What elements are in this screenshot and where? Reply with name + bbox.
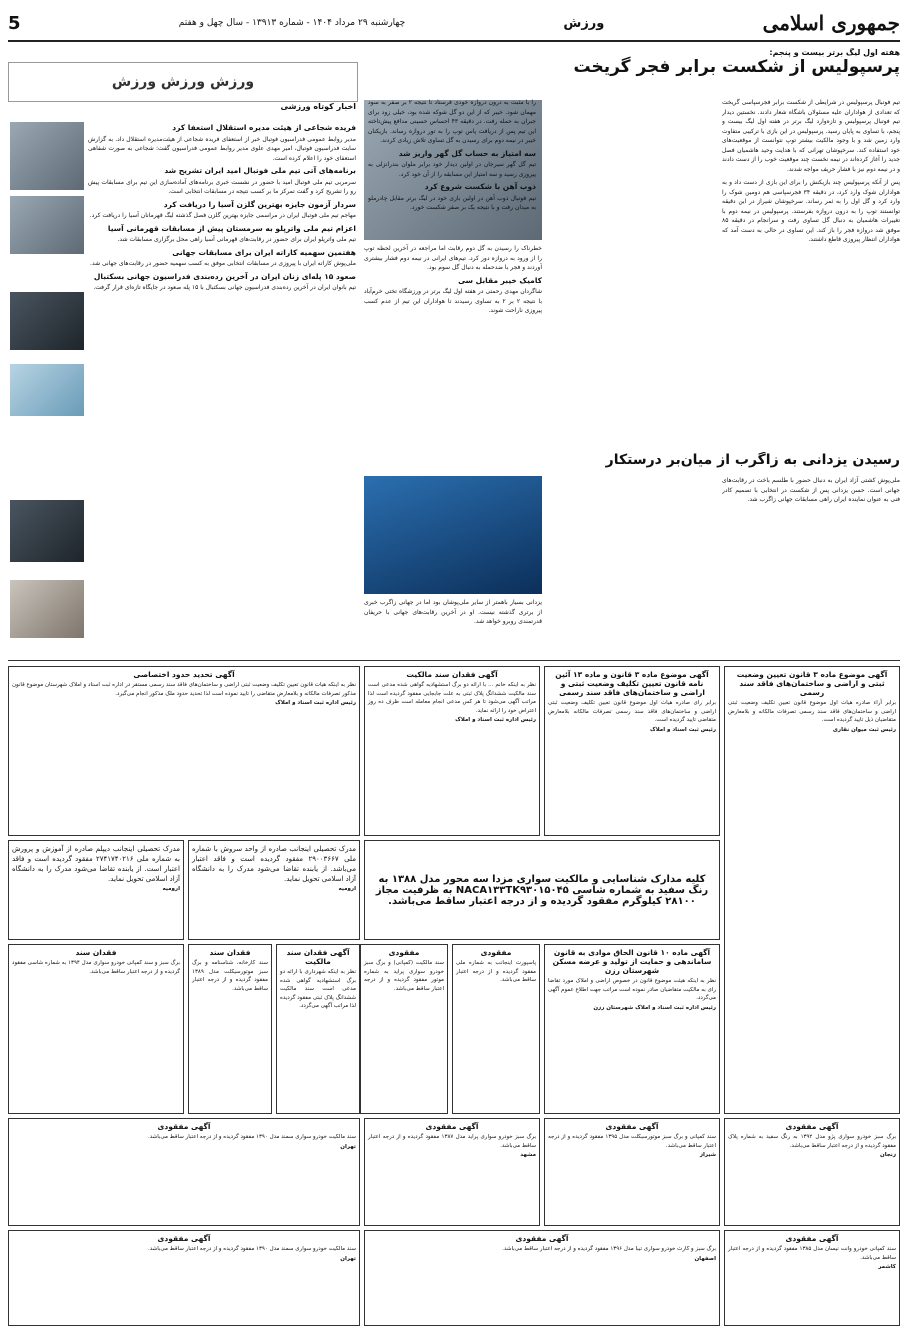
main-column-3: خطرناک را رسیدن به گل دوم رقابت اما مراجعه در آخرین لحظه توپ را از ورود به دروازه دور کرد. تیم‌های ایرانی در نیمه دوم فشار بیشتری آوردند و فجر با ضدحمله به دنبال گل سوم بود. کامیک خیبر مقابل سی شاگردان مهدی رحمتی در هفته اول لیگ برتر در ورزشگاه تختی خرم‌آباد با نتیجه ۲ بر ۲ به تساوی رسیدند تا هواداران این تیم از عدم کسب پیروزی ناراحت شوند. [364, 245, 542, 314]
portrait-photo [10, 122, 84, 190]
waterpolo-photo [10, 364, 84, 416]
sub-heading: سه امتیاز به حساب گل گهر واریز شد [398, 148, 536, 158]
ad-box: آگهی فقدان سند مالکیت نظر به اینکه خانم ... با ارائه دو برگ استشهادیه گواهی شده مدعی است سند مالکیت ششدانگ پلاک ثبتی به علت جابجایی مفقود گردیده است لذا مراتب آگهی می‌شود تا هر کس مدعی انجام معامله است ظرف ده روز اعتراض خود را ارائه نماید. رئیس اداره ثبت اسناد و املاک [364, 666, 540, 836]
ad-box: مدرک تحصیلی اینجانب صادره از واحد سروش با شماره ملی ۲۹۰۰۳۶۶۷ مفقود گردیده است و فاقد اعتبار می‌باشد. از یابنده تقاضا می‌شود مدرک را به دانشگاه آزاد اسلامی تحویل نماید. ارومیه [188, 840, 360, 940]
ad-box: مدرک تحصیلی اینجانب دیپلم صادره از آموزش و پرورش به شماره ملی ۲۷۴۱۷۴۰۲۱۶ مفقود گردیده است و فاقد اعتبار است. از یابنده تقاضا می‌شود مدرک را به دانشگاه آزاد اسلامی تحویل نماید. ارومیه [8, 840, 184, 940]
ad-box: آگهی مفقودی برگ سبز و کارت خودرو سواری تیبا مدل ۱۳۹۶ مفقود گردیده و از درجه اعتبار ساقط می‌باشد. اصفهان [364, 1230, 720, 1326]
section-divider [8, 660, 900, 661]
news-list: فریده شجاعی از هیئت مدیره استقلال استعفا کرد مدیر روابط عمومی فدراسیون فوتبال خبر از استعفای فریده شجاعی از هیئت‌مدیره استقلال داد. به گزارش سایت فدراسیون فوتبال، امیر مهدی علوی مدیر روابط عمومی فدراسیون گفت: شجاعی به صورت شفاهی استعفای خود را اعلام کرده است. برنامه‌های آتی تیم ملی فوتبال امید ایران تشریح شد سرمربی تیم ملی فوتبال امید با حضور در نشست خبری برنامه‌های آماده‌سازی این تیم برای مسابقات پیش رو را تشریح کرد و گفت تمرکز ما بر کسب نتیجه در مسابقات انتخابی است. سردار آزمون جایزه بهترین گلزن آسیا را دریافت کرد مهاجم تیم ملی فوتبال ایران در مراسمی جایزه بهترین گلزن فصل گذشته لیگ قهرمانان آسیا را دریافت کرد. اعزام تیم ملی واترپلو به سرمستان پیش از مسابقات قهرمانی آسیا تیم ملی واترپلو ایران برای حضور در رقابت‌های قهرمانی آسیا راهی محل برگزاری مسابقات شد. هفتمین سهمیه کاراته ایران برای مسابقات جهانی ملی‌پوش کاراته ایران با پیروزی در مسابقات انتخابی موفق به کسب سهمیه حضور در رقابت‌های جهانی شد. صعود ۱۵ پله‌ای زنان ایران در آخرین رده‌بندی فدراسیون جهانی بسکتبال تیم بانوان ایران در آخرین رده‌بندی فدراسیون جهانی بسکتبال با ۱۵ پله صعود در جایگاه تازه‌ای قرار گرفت. [88, 123, 356, 291]
ad-box: آگهی مفقودی برگ سبز خودرو سواری پراید مدل ۱۳۸۷ مفقود گردیده و از درجه اعتبار ساقط می‌باشد. مشهد [364, 1118, 540, 1226]
dateline: چهارشنبه ۲۹ مرداد ۱۴۰۴ - شماره ۱۳۹۱۳ - سال چهل و هفتم [178, 18, 406, 28]
ad-box: آگهی مفقودی سند مالکیت خودرو سواری سمند مدل ۱۳۹۰ مفقود گردیده و از درجه اعتبار ساقط می‌باشد. تهران [8, 1230, 360, 1326]
main-kicker: هفته اول لیگ برتر بیست و پنجم: [769, 48, 900, 57]
ad-box: آگهی تحدید حدود اختصاصی نظر به اینکه هیات قانون تعیین تکلیف وضعیت ثبتی اراضی و ساختمان‌های فاقد سند رسمی مستقر در اداره ثبت اسناد و املاک شهرستان موضوع قانون مذکور تصرفات مالکانه و بلامعارض متقاضی را تایید نموده است لذا تحدید حدود ملک مذکور انجام می‌گیرد. رئیس اداره ثبت اسناد و املاک [8, 666, 360, 836]
ad-box: آگهی مفقودی سند کمپانی و برگ سبز موتورسیکلت مدل ۱۳۹۵ مفقود گردیده و از درجه اعتبار ساقط می‌باشد. شیراز [544, 1118, 720, 1226]
basketball-team-photo [10, 580, 84, 638]
page-number: 5 [8, 12, 21, 34]
wrestling-column-3: یزدانی بسیار باهمتر از سایر ملی‌پوشان بود اما در جهانی زاگرب خبری از برتری گذشته نیست. او در آخرین رقابت‌های جهانی با حریفان قدرتمندی روبرو خواهد شد. [364, 599, 542, 625]
ad-box: فقدان سند برگ سبز و سند کمپانی خودرو سواری مدل ۱۳۹۴ به شماره شاسی مفقود گردیده و از درجه اعتبار ساقط می‌باشد. [8, 944, 184, 1114]
ad-box: آگهی موضوع ماده ۳ قانون و ماده ۱۳ آئین نامه قانون تعیین تکلیف وضعیت ثبتی و اراضی و ساختمان‌های فاقد سند رسمی برابر رای صادره هیات اول موضوع قانون تعیین تکلیف وضعیت ثبتی اراضی و ساختمان‌های فاقد سند رسمی تصرفات مالکانه بلامعارض متقاضی تایید گردیده است. رئیس ثبت اسناد و املاک [544, 666, 720, 836]
ad-box: آگهی مفقودی سند کمپانی خودرو وانت نیسان مدل ۱۳۸۵ مفقود گردیده و از درجه اعتبار ساقط می‌باشد. کاشمر [724, 1230, 900, 1326]
player-photo [10, 292, 84, 350]
main-headline-block [364, 48, 900, 94]
sub-heading: کامیک خیبر مقابل سی [458, 275, 542, 285]
wrestling-photo [364, 476, 542, 594]
section-title: ورزش [563, 15, 605, 31]
ad-box: آگهی مفقودی برگ سبز خودرو سواری پژو مدل ۱۳۹۲ به رنگ سفید به شماره پلاک مفقود گردیده و از درجه اعتبار ساقط می‌باشد. زنجان [724, 1118, 900, 1226]
masthead [8, 6, 900, 42]
ad-box: آگهی موضوع ماده ۳ قانون تعیین وضعیت ثبتی و اراضی و ساختمان‌های فاقد سند رسمی برابر آراء صادره هیات اول موضوع قانون تعیین تکلیف وضعیت ثبتی اراضی و ساختمان‌های فاقد سند رسمی تصرفات مالکانه و بلامعارض متقاضیان ذیل تایید گردیده است. رئیس ثبت میوان نقاری [724, 666, 900, 1114]
vehicle-ad: کلیه مدارک شناسایی و مالکیت سواری مزدا سه محور مدل ۱۳۸۸ به رنگ سفید به شماره شاسی NACA۱۳۳TK۹۳۰۱۵۰۴۵ به ظرفیت مجاز ۲۸۱۰۰ کیلوگرم مفقود گردیده و از درجه اعتبار ساقط می‌باشد. [364, 840, 720, 940]
news-badge: اخبار کوتاه ورزشی [280, 102, 356, 111]
wrestling-column-1: ملی‌پوش کشتی آزاد ایران به دنبال حضور با طلسم باخت در رقابت‌های جهانی است. حسن یزدانی پس از شکست در انتخابی با تصمیم کادر فنی به عنوان نماینده ایران راهی مسابقات جهانی زاگرب شد. [722, 477, 900, 503]
ad-box: مفقودی سند مالکیت (کمپانی) و برگ سبز خودرو سواری پراید به شماره موتور مفقود گردیده و از درجه اعتبار ساقط می‌باشد. [360, 944, 448, 1114]
karate-photo [10, 500, 84, 562]
ad-box: آگهی ماده ۱۰ قانون الحاق موادی به قانون ساماندهی و حمایت از تولید و عرضه مسکن شهرستان رزن نظر به اینکه هیئت موضوع قانون در خصوص اراضی و املاک مورد تقاضا رای به مالکیت متقاضیان صادر نموده است مراتب جهت اطلاع عموم آگهی می‌گردد. رئیس اداره ثبت اسناد و املاک شهرستان رزن [544, 944, 720, 1114]
ad-box: آگهی مفقودی سند مالکیت خودرو سواری سمند مدل ۱۳۹۰ مفقود گردیده و از درجه اعتبار ساقط می‌باشد. تهران [8, 1118, 360, 1226]
logo: جمهوری اسلامی [762, 11, 900, 35]
sub-heading: ذوب آهن با شکست شروع کرد [424, 182, 536, 191]
ad-box: مفقودی پاسپورت اینجانب به شماره ملی مفقود گردیده و از درجه اعتبار ساقط می‌باشد. [452, 944, 540, 1114]
wrestling-headline: رسیدن یزدانی به زاگرب از میان‌بر درستکار [605, 452, 900, 468]
main-column-1: تیم فوتبال پرسپولیس در شرایطی از شکست برابر فجرسپاسی گریخت که تعدادی از هواداران علیه مسئولان باشگاه شعار دادند. نخستین دیدار تیم فوتبال پرسپولیس و تازه‌وارد لیگ برتر در هفته اول لیگ بیست و پنجم، با تساوی به پایان رسید. پرسپولیس در این بازی با ترکیبی متفاوت وارد زمین شد و با وجود مالکیت بیشتر توپ نتوانست از موقعیت‌های خود استفاده کند. سرخپوشان تهرانی که با هدایت وحید هاشمیان فصل جدید را آغاز کرده‌اند در نیمه نخست چند موقعیت خوب را از دست دادند و در نیمه دوم نیز با فشار حریف مواجه شدند. پس از آنکه پرسپولیس چند بازیکنش را برای این بازی از دست داد و به هواداران شوک وارد کرد، در دقیقه ۳۴ فجرسپاسی هم دومین شوک را وارد کرد و گل اول را به ثمر رساند. سرخپوشان شیراز در این دقیقه توانستند توپ را به درون دروازه بفرستند. پرسپولیس در نیمه دوم با تغییرات هاشمیان به دنبال گل تساوی رفت و سرانجام در دقیقه ۸۵ موفق شد دروازه فجر را باز کند. این تساوی در حالی به دست آمد که هواداران انتظار پیروزی قاطع داشتند. [722, 99, 900, 243]
main-headline: پرسپولیس از شکست برابر فجر گریخت [573, 57, 900, 77]
main-column-2: را با مثبت به درون دروازه خودی فرستاد تا نتیجه ۲ بر صفر به سود مهمان شود. خیبر که از این دو گل شوکه شده بود، خیلی زود برای جبران به حمله رفت. در دقیقه ۴۳ احساس حسینی مدافع پیش‌تاخته این تیم پس از دریافت پاس توپ را به تور دروازه رساند. بازیکنان خیبر در نیمه دوم برای رسیدن به گل تساوی تلاش زیادی کردند. سه امتیاز به حساب گل گهر واریز شد تیم گل گهر سیرجان در اولین دیدار خود برابر ملوان بندرانزلی به پیروزی رسید و سه امتیاز این مسابقه را از آن خود کرد. ذوب آهن با شکست شروع کرد تیم فوتبال ذوب آهن در اولین بازی خود در لیگ برتر مقابل چادرملو به میدان رفت و با نتیجه یک بر صفر شکست خورد. [368, 99, 536, 211]
ad-box: آگهی فقدان سند مالکیت نظر به اینکه شهرداری با ارائه دو برگ استشهادیه گواهی شده مدعی است سند مالکیت ششدانگ پلاک ثبتی مفقود گردیده لذا مراتب آگهی می‌گردد. [276, 944, 360, 1114]
ad-box: فقدان سند سند کارخانه، شناسنامه و برگ سبز موتورسیکلت مدل ۱۳۸۹ مفقود گردیده و از درجه اعتبار ساقط می‌باشد. [188, 944, 272, 1114]
team-photo [10, 196, 84, 254]
news-stripe: ورزش ورزش ورزش [8, 62, 358, 102]
